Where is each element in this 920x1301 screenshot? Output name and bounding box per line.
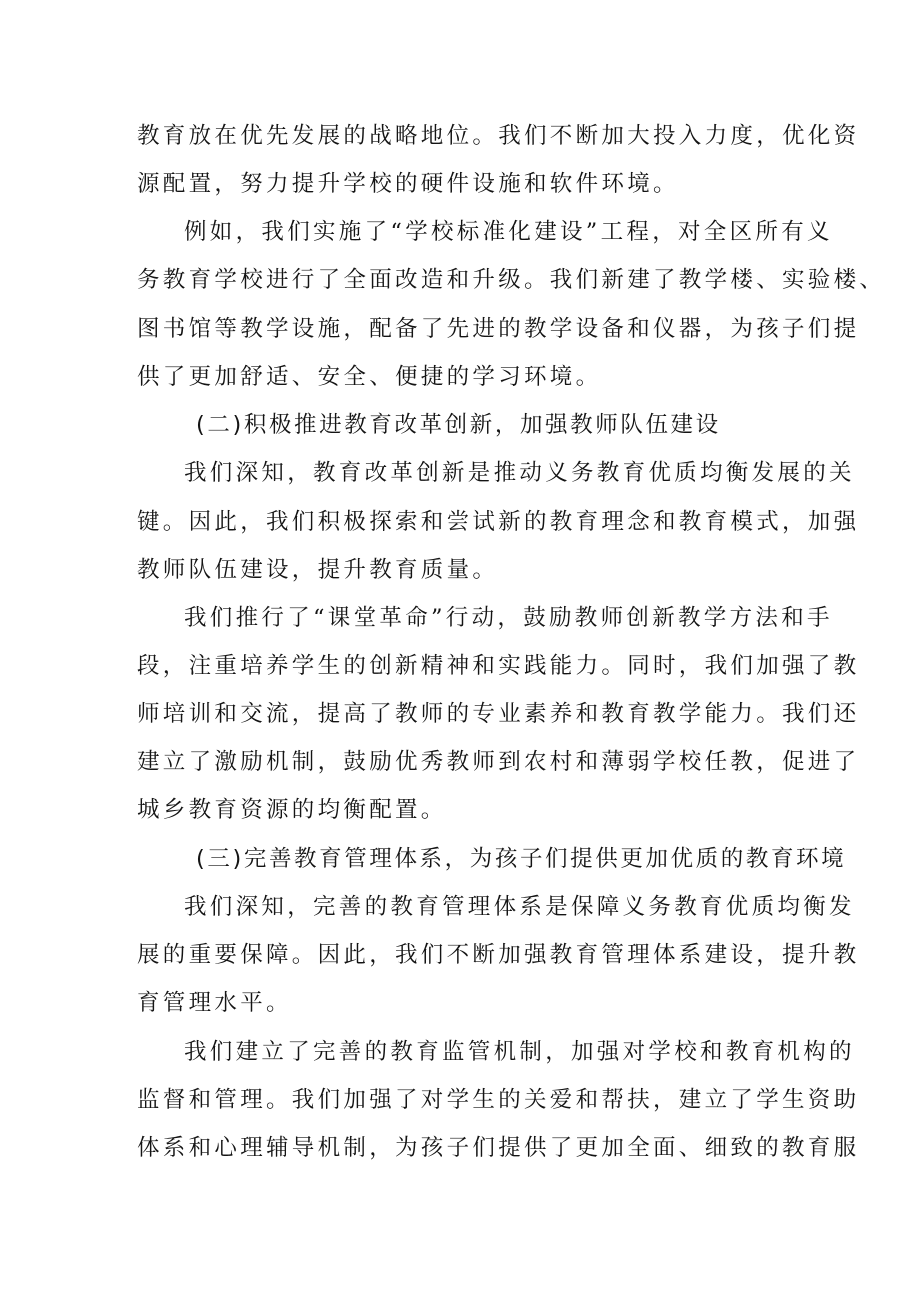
paragraph-line: 源配置，努力提升学校的硬件设施和软件环境。 — [137, 171, 679, 197]
paragraph-line: 城乡教育资源的均衡配置。 — [137, 797, 447, 823]
paragraph-line: 务教育学校进行了全面改造和升级。我们新建了教学楼、实验楼、 — [137, 267, 886, 293]
paragraph-line: 育管理水平。 — [137, 990, 292, 1016]
paragraph-line: 展的重要保障。因此，我们不断加强教育管理体系建设，提升教 — [137, 942, 860, 968]
paragraph-line: 教师队伍建设，提升教育质量。 — [137, 557, 499, 583]
paragraph-line: 师培训和交流，提高了教师的专业素养和教育教学能力。我们还 — [137, 701, 860, 727]
paragraph-line: 我们深知，教育改革创新是推动义务教育优质均衡发展的关 — [184, 460, 855, 486]
paragraph-line: 体系和心理辅导机制，为孩子们提供了更加全面、细致的教育服 — [137, 1135, 860, 1161]
paragraph-line: 我们推行了“课堂革命”行动，鼓励教师创新教学方法和手 — [184, 605, 833, 631]
paragraph-line: 段，注重培养学生的创新精神和实践能力。同时，我们加强了教 — [137, 653, 860, 679]
paragraph-line: 例如，我们实施了“学校标准化建设”工程，对全区所有义 — [184, 219, 833, 245]
paragraph-line: 供了更加舒适、安全、便捷的学习环境。 — [137, 364, 602, 390]
paragraph-line: 监督和管理。我们加强了对学生的关爱和帮扶，建立了学生资助 — [137, 1087, 860, 1113]
paragraph-line: 我们建立了完善的教育监管机制，加强对学校和教育机构的 — [184, 1039, 855, 1065]
section-heading: (三)完善教育管理体系，为孩子们提供更加优质的教育环境 — [196, 846, 847, 872]
paragraph-line: 教育放在优先发展的战略地位。我们不断加大投入力度，优化资 — [137, 123, 860, 149]
paragraph-line: 键。因此，我们积极探索和尝试新的教育理念和教育模式，加强 — [137, 509, 860, 535]
section-heading: (二)积极推进教育改革创新，加强教师队伍建设 — [196, 412, 721, 438]
paragraph-line: 我们深知，完善的教育管理体系是保障义务教育优质均衡发 — [184, 894, 855, 920]
paragraph-line: 图书馆等教学设施，配备了先进的教学设备和仪器，为孩子们提 — [137, 316, 860, 342]
paragraph-line: 建立了激励机制，鼓励优秀教师到农村和薄弱学校任教，促进了 — [137, 749, 860, 775]
